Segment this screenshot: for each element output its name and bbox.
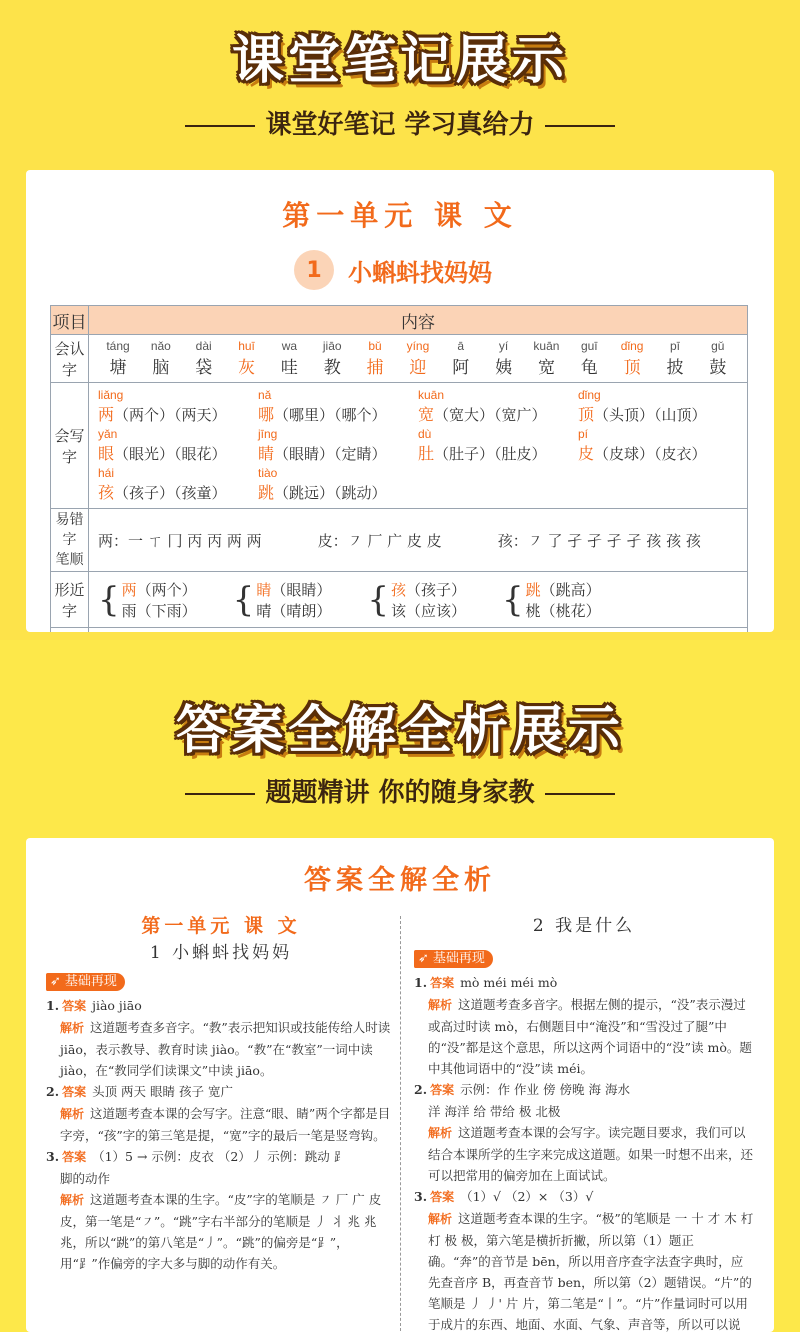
- write-char: [418, 427, 578, 464]
- pinyin: yǎn: [98, 427, 118, 441]
- pinyin: jiāo: [322, 339, 342, 353]
- pinyin: bǔ: [368, 339, 382, 353]
- hanzi: 脑: [152, 358, 170, 378]
- hanzi: 袋: [195, 358, 213, 378]
- write-char: [258, 427, 418, 464]
- stroke-item: 两：一 ㄒ 冂 丙 丙 两 两: [98, 531, 262, 550]
- stroke-item: 皮：㇇ 厂 广 皮 皮: [317, 531, 442, 550]
- write-char: [258, 388, 418, 425]
- answer-right-column: 2 我是什么 ➶ 基础再现 1. 答案 mò méi méi mò 解析 这道题考查多音字。根据左侧的提示，“没”表示漫过或高过时读 mò，右侧题目中“淹没”和“雪没过了腿”中的“没”都是这个意思，所以这两个词语中的“没”读 mò。题中其他词语中的“没”读 méi。 2. 答案 示例：作 作业 傍 傍晚 海 海水 洋 海洋 给 带给 极 北极 解析 这道题考查本课的会写字。读完题目要求，我们可以结合本课所学的生字来完成这道题。如果一时想不出来，还可以把常用的偏旁加在上面试试。 3. 答案 （1）√ （2）× （3）√ 解析 这道题考查本课的生字。“极”的笔顺是 一 十 才 木 朾 朾 极 极，第六笔是横折折撇，所以第（1）题正确。“奔”的音节是 bēn，所以用音序查字法查字典时，应先查音序 B，再查音节 ben，所以第（2）题错误。“片”的笔顺是 丿 丿' 片 片，第二笔是“丨”。“片”作量词时可以用于成片的东西、地面、水面、气象、声音等，所以可以说: [414, 916, 754, 1332]
- section1-tagline: 课堂好笔记 学习真给力: [0, 104, 800, 141]
- question-3: 3. 答案 （1）5 → 示例：皮衣 （2）丿 示例：跳动 ⻊: [46, 1148, 347, 1164]
- word-examples: （头顶）（山顶）: [594, 406, 707, 424]
- pinyin: wa: [281, 339, 298, 353]
- pinyin: nǎ: [258, 388, 272, 402]
- pinyin: pī: [669, 339, 680, 353]
- pinyin: táng: [106, 339, 130, 353]
- answer-card-title: 答案全解全析: [304, 865, 496, 896]
- hanzi: 跳: [258, 483, 275, 502]
- right-lesson-title: 2 我是什么: [532, 916, 636, 936]
- column-divider: [400, 916, 401, 1332]
- pinyin: gǔ: [711, 339, 725, 353]
- pinyin: kuān: [418, 388, 445, 402]
- hanzi: 两: [98, 405, 115, 424]
- hanzi: 皮: [578, 444, 595, 463]
- pinyin: dù: [418, 427, 432, 441]
- hanzi: 披: [666, 358, 684, 378]
- section1-headline: 课堂笔记展示: [231, 31, 568, 91]
- pinyin: dǐng: [620, 339, 644, 353]
- hanzi: 顶: [578, 405, 595, 424]
- section-tag: ➶ 基础再现: [414, 950, 493, 968]
- word-examples: （两个）（两天）: [114, 406, 227, 424]
- recognize-char: [441, 339, 481, 378]
- section2-tagline: 题题精讲 你的随身家教: [0, 772, 800, 809]
- recognize-char: [312, 339, 352, 378]
- section2-headline: 答案全解全析展示: [175, 701, 624, 761]
- hanzi: 孩: [98, 483, 115, 502]
- pinyin: jīng: [258, 427, 278, 441]
- left-unit-title: 第一单元 课 文: [141, 915, 301, 937]
- pinyin: ā: [457, 339, 465, 353]
- pinyin: kuān: [533, 339, 560, 353]
- pinyin: yí: [498, 339, 509, 353]
- recognize-char: [698, 339, 738, 378]
- write-char: [98, 427, 258, 464]
- hanzi: 灰: [238, 358, 256, 378]
- word-examples: （跳远）（跳动）: [274, 484, 387, 502]
- recognize-char: [184, 339, 224, 378]
- question-1: 1. 答案 jiào jiāo: [46, 997, 142, 1013]
- word-examples: （哪里）（哪个）: [274, 406, 387, 424]
- hanzi: 眼: [98, 444, 115, 463]
- table-head-item: 项目: [51, 306, 89, 335]
- recognize-char: [355, 339, 395, 378]
- write-char: [98, 466, 258, 503]
- pinyin: huī: [238, 339, 255, 353]
- recognize-char: [269, 339, 309, 378]
- brace: {: [502, 579, 524, 620]
- hanzi: 塘: [109, 358, 127, 378]
- answer-card: [26, 838, 774, 1332]
- hanzi: 顶: [623, 358, 641, 378]
- answer-left-column: 第一单元 课 文 1 小蝌蚪找妈妈 ➶ 基础再现 1. 答案 jiào jiāo 解析 这道题考查多音字。“教”表示把知识或技能传给人时读 jiāo，表示教导、教育时读 jiào。“教”在“教室”一词中读 jiào，在“教同学们读课文”中读 jiāo。 2. 答案 头顶 两天 眼睛 孩子 宽广 解析 这道题考查本课的会写字。注意“眼、睛”两个字都是目字旁，“孩”字的第三笔是提，“宽”字的最后一笔是竖弯钩。 3. 答案 （1）5 → 示例：皮衣 （2）丿 示例：跳动 ⻊ 脚的动作 解析 这道题考查本课的生字。“皮”字的笔顺是 ㇇ 厂 广 皮 皮，第一笔是“㇇”。“跳”字右半部分的笔顺是 丿 丬 兆 兆 兆，所以“跳”的第八笔是“丿”。“跳”的偏旁是“⻊”，用“⻊”作偏旁的字大多与脚的动作有关。: [46, 916, 396, 1274]
- runner-icon: ➶: [50, 974, 61, 989]
- write-char: [418, 388, 578, 425]
- pinyin: dǐng: [578, 388, 601, 402]
- left-lesson-title: 1 小蝌蚪找妈妈: [149, 943, 293, 963]
- write-chars: [90, 384, 746, 507]
- hanzi: 教: [323, 358, 341, 378]
- question-2: 2. 答案 头顶 两天 眼睛 孩子 宽广: [46, 1083, 233, 1099]
- question-3: 3. 答案 （1）√ （2）× （3）√: [414, 1188, 594, 1204]
- hanzi: 捕: [366, 358, 384, 378]
- pinyin: pí: [578, 427, 589, 441]
- recognize-char: [569, 339, 609, 378]
- similar-chars: [90, 575, 746, 625]
- pinyin: hái: [98, 466, 115, 480]
- word-examples: （孩子）（孩童）: [114, 484, 227, 502]
- row-label-write: 会写字: [51, 383, 89, 509]
- recognize-char: [141, 339, 181, 378]
- hanzi: 龟: [580, 358, 598, 378]
- recognize-chars: [90, 337, 746, 380]
- write-char: [98, 388, 258, 425]
- section-tag: ➶ 基础再现: [46, 973, 125, 991]
- similar-pair: { 睛（眼睛） 晴（晴朗）: [232, 579, 332, 620]
- pinyin: liǎng: [98, 388, 124, 402]
- word-examples: （皮球）（皮衣）: [594, 445, 707, 463]
- brace: {: [98, 579, 120, 620]
- similar-pair: { 两（两个） 雨（下雨）: [98, 579, 197, 620]
- hanzi: 姨: [495, 358, 513, 378]
- lesson-name: 小蝌蚪找妈妈: [348, 258, 492, 287]
- hanzi: 鼓: [709, 358, 727, 378]
- write-char: [578, 427, 738, 464]
- brace: {: [232, 579, 255, 620]
- row-label-recognize: 会认字: [51, 335, 89, 383]
- pinyin: yíng: [406, 339, 430, 353]
- hanzi: 迎: [409, 358, 427, 378]
- recognize-char: [98, 339, 138, 378]
- hanzi: 阿: [452, 358, 470, 378]
- pinyin: nǎo: [150, 339, 171, 353]
- hanzi: 宽: [537, 358, 555, 378]
- hanzi: 肚: [418, 444, 435, 463]
- question-2: 2. 答案 示例：作 作业 傍 傍晚 海 海水: [414, 1081, 630, 1097]
- pinyin: guī: [580, 339, 598, 353]
- word-examples: （眼光）（眼花）: [114, 445, 227, 463]
- word-examples: （宽大）（宽广）: [434, 406, 547, 424]
- lesson-badge: [294, 250, 492, 290]
- lesson-number: 1: [294, 250, 334, 290]
- write-char: [258, 466, 418, 503]
- recognize-char: [526, 339, 566, 378]
- pinyin: tiào: [258, 466, 278, 480]
- similar-pair: { 孩（孩子） 该（应该）: [367, 579, 467, 620]
- hanzi: 睛: [258, 444, 275, 463]
- word-examples: （肚子）（肚皮）: [434, 445, 547, 463]
- recognize-char: [227, 339, 267, 378]
- notes-table: [50, 305, 748, 632]
- table-head-content: 内容: [89, 306, 748, 335]
- similar-pair: { 跳（跳高） 桃（桃花）: [502, 579, 601, 620]
- brace: {: [367, 579, 389, 620]
- hanzi: 宽: [418, 405, 435, 424]
- hanzi: 哇: [280, 358, 298, 378]
- row-label-similar: 形近字: [51, 572, 89, 628]
- row-label-strokes: 易错字 笔顺: [51, 509, 89, 572]
- word-examples: （眼睛）（定睛）: [274, 445, 387, 463]
- hanzi: 哪: [258, 405, 275, 424]
- recognize-char: [655, 339, 695, 378]
- recognize-char: [484, 339, 524, 378]
- recognize-char: [398, 339, 438, 378]
- stroke-item: 孩：㇇ 了 孑 孑 孑 孑 孩 孩 孩: [497, 531, 701, 550]
- notes-card: [26, 170, 774, 632]
- write-char: [578, 388, 738, 425]
- question-1: 1. 答案 mò méi méi mò: [414, 974, 558, 990]
- pinyin: dài: [195, 339, 212, 353]
- stroke-orders: [90, 517, 746, 563]
- runner-icon: ➶: [418, 951, 429, 966]
- unit-title: 第一单元 课 文: [282, 199, 518, 232]
- recognize-char: [612, 339, 652, 378]
